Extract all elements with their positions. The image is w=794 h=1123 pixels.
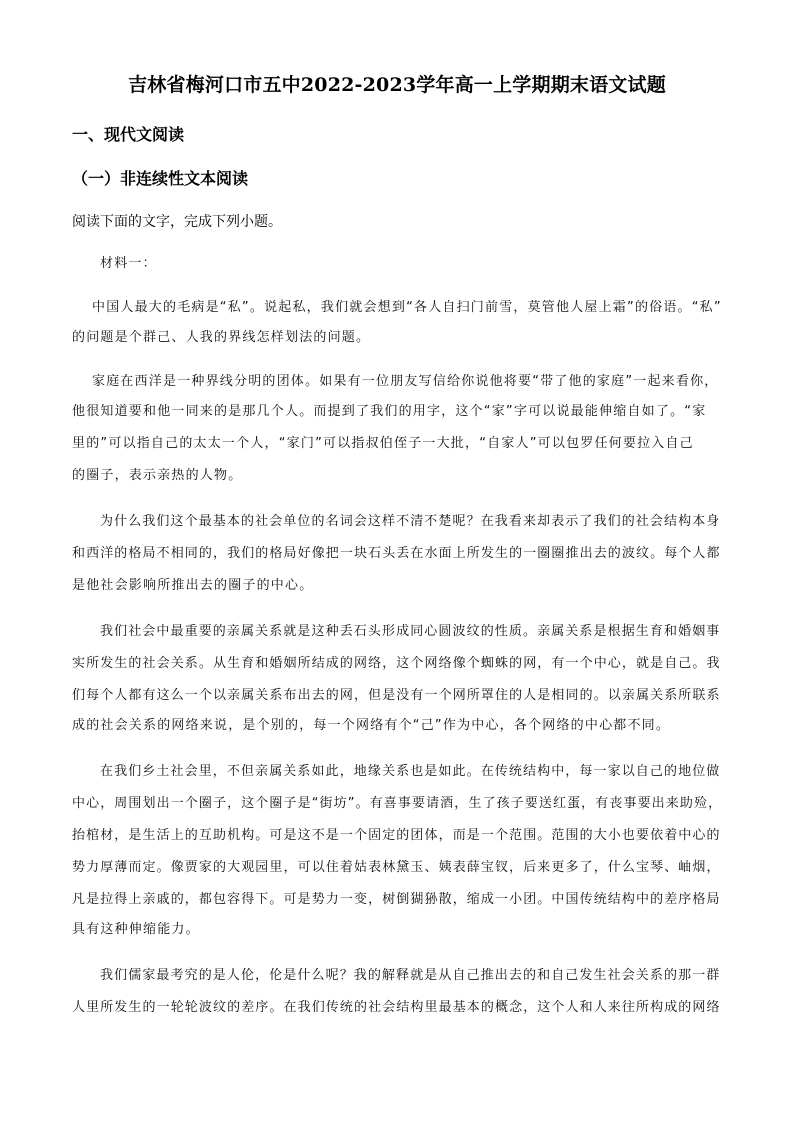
paragraph-line: 人里所发生的一轮轮波纹的差序。在我们传统的社会结构里最基本的概念，这个人和人来往所构成的网络 [72,1000,721,1015]
paragraph-line: 具有这种伸缩能力。 [72,922,200,937]
paragraph-line: 抬棺材，是生活上的互助机构。可是这不是一个固定的团体，而是一个范围。范围的大小也要依着中心的 [72,828,721,843]
reading-passage [72,0,724,1123]
paragraph-line: 他很知道要和他一同来的是那几个人。而提到了我们的用字，这个“家”字可以说最能伸缩自如了。“家 [72,404,707,419]
paragraph-line: 家庭在西洋是一种界线分明的团体。如果有一位朋友写信给你说他将要“带了他的家庭”一起来看你， [92,374,719,389]
paragraph-line: 是他社会影响所推出去的圈子的中心。 [72,578,314,593]
paragraph-line: 我们社会中最重要的亲属关系就是这种丢石头形成同心圆波纹的性质。亲属关系是根据生育和婚姻事 [100,624,721,639]
paragraph-line: 成的社会关系的网络来说，是个别的，每一个网络有个“己”作为中心，各个网络的中心都不同。 [72,718,671,733]
paragraph-line: 在我们乡土社会里，不但亲属关系如此，地缘关系也是如此。在传统结构中，每一家以自己的地位做 [100,764,721,779]
paragraph-line: 凡是拉得上亲戚的，都包容得下。可是势力一变，树倒猢狲散，缩成一小团。中国传统结构中的差序格局 [72,892,721,907]
paragraph-line: 势力厚薄而定。像贾家的大观园里，可以住着姑表林黛玉、姨表薛宝钗，后来更多了，什么宝琴、岫烟， [72,860,721,875]
document-title: 吉林省梅河口市五中2022-2023学年高一上学期期末语文试题 [128,74,666,96]
paragraph-line: 中国人最大的毛病是“私”。说起私，我们就会想到“各人自扫门前雪，莫管他人屋上霜”的俗语。“私” [92,300,722,315]
paragraph-line: 们每个人都有这么一个以亲属关系布出去的网，但是没有一个网所罩住的人是相同的。以亲属关系所联系 [72,688,721,703]
paragraph-line: 里的”可以指自己的太太一个人，“家门”可以指叔伯侄子一大批，“自家人”可以包罗任何要拉入自己 [72,436,694,451]
reading-instruction: 阅读下面的文字，完成下列小题。 [72,214,282,230]
paragraph-line: 中心，周围划出一个圈子，这个圈子是“街坊”。有喜事要请酒，生了孩子要送红蛋，有丧事要出来助殓， [72,796,723,811]
paragraph-line: 我们儒家最考究的是人伦，伦是什么呢？我的解释就是从自己推出去的和自己发生社会关系的那一群 [100,968,721,983]
paragraph-line: 的问题是个群己、人我的界线怎样划法的问题。 [72,330,371,345]
paragraph-line: 实所发生的社会关系。从生育和婚姻所结成的网络，这个网络像个蜘蛛的网，有一个中心，就是自己。我 [72,656,721,671]
paragraph-line: 和西洋的格局不相同的，我们的格局好像把一块石头丢在水面上所发生的一圈圈推出去的波纹。每个人都 [72,546,721,561]
paragraph-line: 为什么我们这个最基本的社会单位的名词会这样不清不楚呢？在我看来却表示了我们的社会结构本身 [100,514,721,529]
material-label: 材料一： [100,256,157,271]
subsection-heading: （一）非连续性文本阅读 [72,169,249,188]
section-heading: 一、现代文阅读 [72,125,185,144]
paragraph-line: 的圈子，表示亲热的人物。 [72,468,243,483]
